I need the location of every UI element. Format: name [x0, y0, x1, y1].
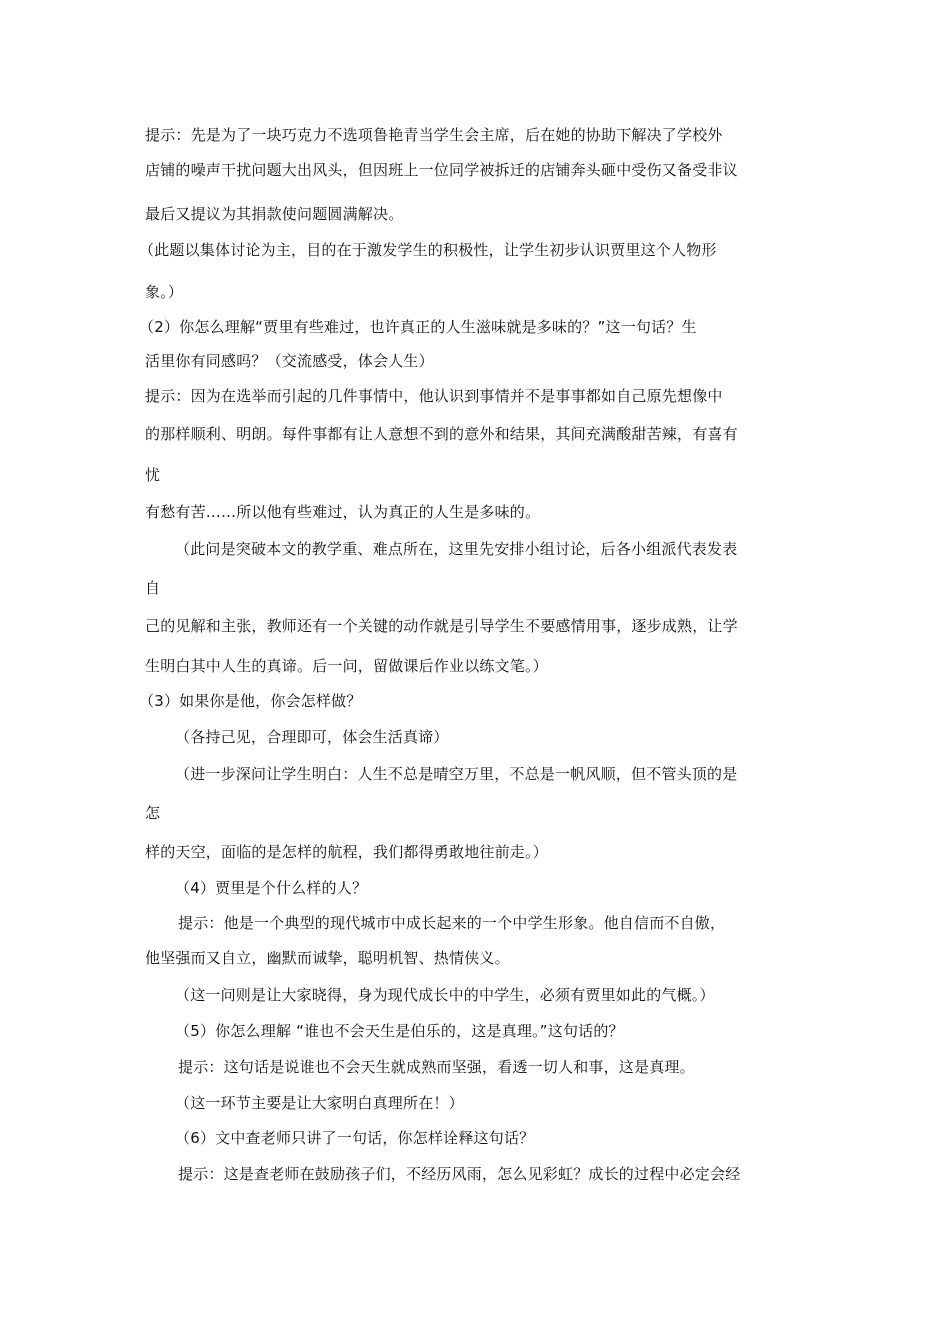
text-line: （这一问则是让大家晓得，身为现代成长中的中学生，必须有贾里如此的气概。）	[175, 986, 715, 1004]
text-line: 店铺的噪声干扰问题大出风头，但因班上一位同学被拆迁的店铺奔头砸中受伤又备受非议	[145, 161, 738, 179]
text-line: 活里你有同感吗？（交流感受，体会人生）	[145, 352, 434, 370]
text-line: 怎	[145, 804, 161, 822]
text-line: （各持己见，合理即可，体会生活真谛）	[175, 728, 449, 746]
text-line: 象。）	[145, 283, 184, 301]
text-line: 他坚强而又自立，幽默而诚挚，聪明机智、热情侠义。	[145, 949, 510, 967]
text-line: 己的见解和主张，教师还有一个关键的动作就是引导学生不要感情用事，逐步成熟，让学	[145, 617, 738, 635]
text-line: 有愁有苦……所以他有些难过，认为真正的人生是多味的。	[145, 503, 541, 521]
text-line: 提示：这句话是说谁也不会天生就成熟而坚强，看透一切人和事，这是真理。	[178, 1058, 695, 1076]
text-line: （此问是突破本文的教学重、难点所在，这里先安排小组讨论，后各小组派代表发表	[175, 540, 738, 558]
text-line: （6）文中查老师只讲了一句话，你怎样诠释这句话？	[175, 1129, 535, 1147]
text-line: 生明白其中人生的真谛。后一问，留做课后作业以练文笔。）	[145, 657, 548, 675]
text-line: （进一步深问让学生明白：人生不总是晴空万里，不总是一帆风顺，但不管头顶的是	[175, 765, 738, 783]
text-line: 忧	[145, 466, 161, 484]
text-line: 提示：这是查老师在鼓励孩子们，不经历风雨，怎么见彩虹？成长的过程中必定会经	[178, 1165, 741, 1183]
text-line: （5）你怎么理解 “谁也不会天生是伯乐的，这是真理。”这句话的？	[175, 1022, 624, 1040]
text-line: 提示：因为在选举而引起的几件事情中，他认识到事情并不是事事都如自己原先想像中	[145, 387, 723, 405]
text-line: （4）贾里是个什么样的人？	[175, 879, 368, 897]
text-line: 最后又提议为其捐款使问题圆满解决。	[145, 205, 404, 223]
text-line: （2）你怎么理解“贾里有些难过，也许真正的人生滋味就是多味的？”这一句话？生	[139, 318, 697, 336]
text-line: （此题以集体讨论为主，目的在于激发学生的积极性，让学生初步认识贾里这个人物形	[139, 241, 717, 259]
text-line: （3）如果你是他，你会怎样做？	[139, 692, 362, 710]
text-line: （这一环节主要是让大家明白真理所在！）	[175, 1094, 464, 1112]
text-line: 提示：先是为了一块巧克力不选项鲁艳青当学生会主席，后在她的协助下解决了学校外	[145, 126, 723, 144]
text-line: 自	[145, 579, 161, 597]
text-line: 样的天空，面临的是怎样的航程，我们都得勇敢地往前走。）	[145, 843, 548, 861]
text-line: 的那样顺利、明朗。每件事都有让人意想不到的意外和结果，其间充满酸甜苦辣，有喜有	[145, 425, 738, 443]
text-line: 提示：他是一个典型的现代城市中成长起来的一个中学生形象。他自信而不自傲，	[178, 914, 726, 932]
